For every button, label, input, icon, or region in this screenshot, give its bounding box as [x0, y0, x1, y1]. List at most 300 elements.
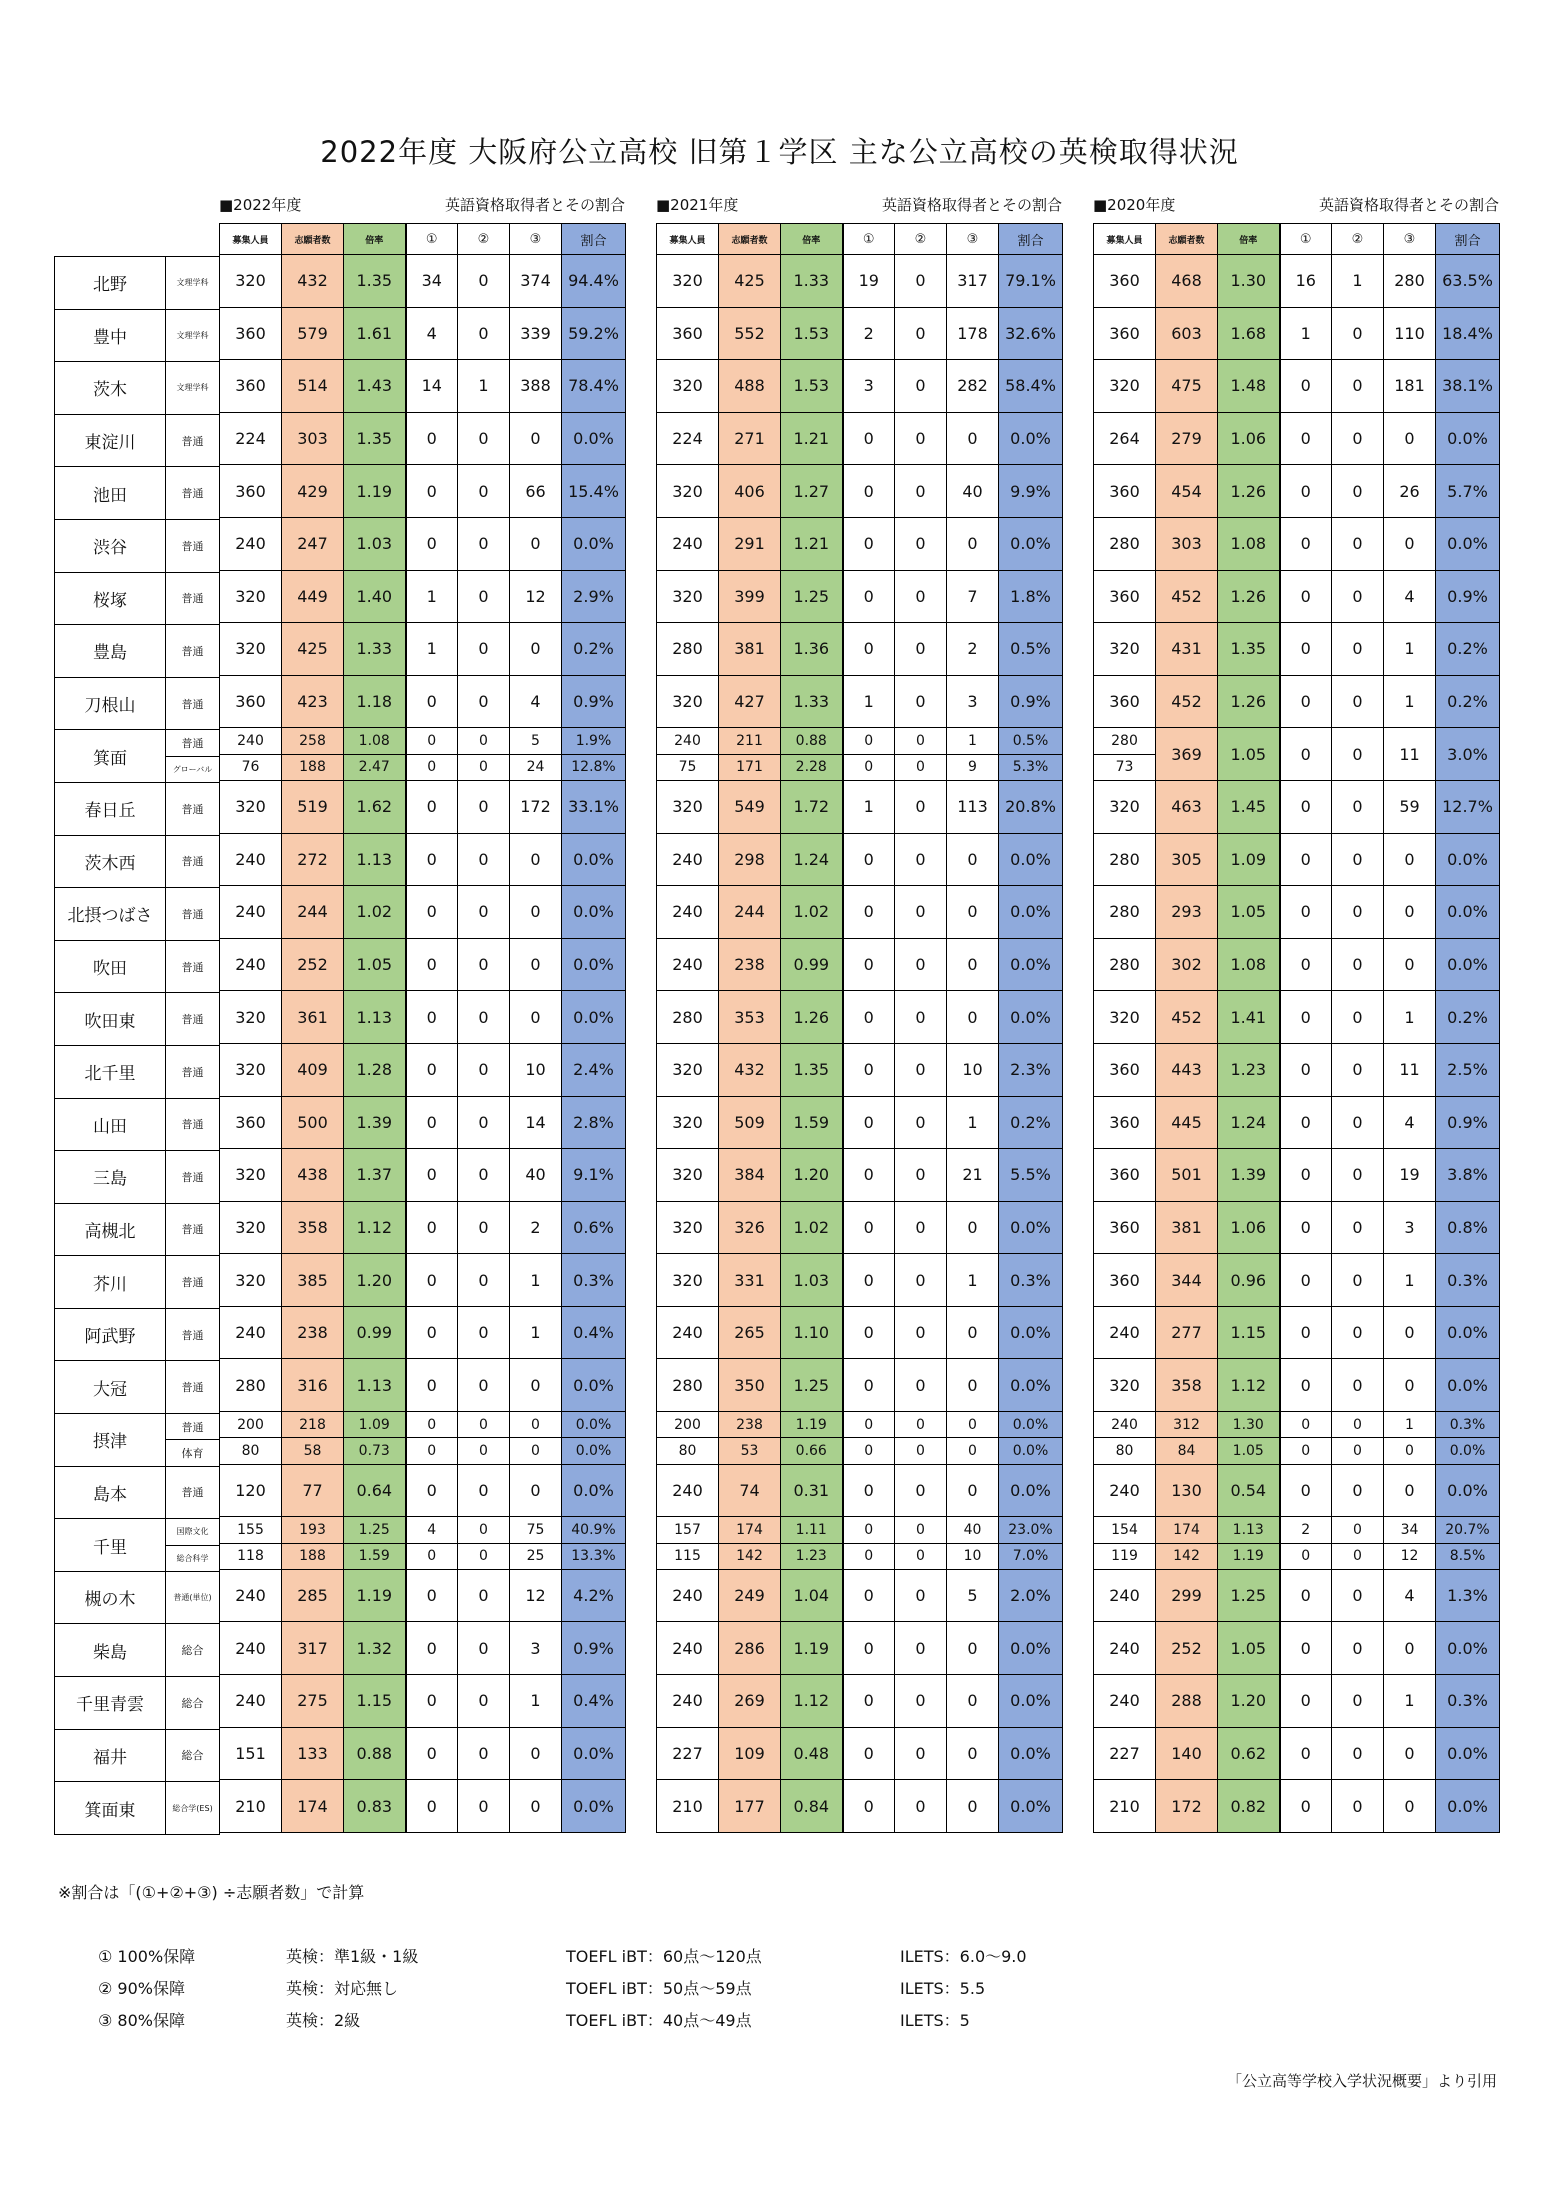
- c1-cell: 0: [1280, 1727, 1332, 1780]
- applicants-cell: 53: [719, 1438, 781, 1464]
- c2-cell: 0: [458, 1675, 510, 1728]
- c2-cell: 0: [895, 1727, 947, 1780]
- applicants-cell: 603: [1156, 307, 1218, 360]
- applicants-cell: 452: [1156, 675, 1218, 728]
- recruit-cell: 75: [657, 754, 719, 780]
- c3-cell: 3: [510, 1622, 562, 1675]
- school-name: 北摂つばさ: [55, 888, 166, 941]
- c2-cell: 0: [1332, 1096, 1384, 1149]
- recruit-cell: 240: [1094, 1306, 1156, 1359]
- c2-cell: 0: [895, 255, 947, 308]
- ratio-cell: 1.33: [781, 255, 843, 308]
- applicants-cell: 331: [719, 1254, 781, 1307]
- legend-row: [98, 2008, 1198, 2040]
- recruit-cell: 320: [220, 255, 282, 308]
- legend-guarantee: ③ 80%保障: [98, 2011, 185, 2030]
- ratio-cell: 1.39: [344, 1096, 406, 1149]
- data-row: [220, 1727, 626, 1780]
- c3-cell: 1: [510, 1675, 562, 1728]
- c3-cell: 0: [510, 1727, 562, 1780]
- pct-cell: 0.0%: [1436, 833, 1500, 886]
- c2-cell: 0: [895, 1149, 947, 1202]
- course-type: 普通: [166, 1151, 220, 1204]
- c3-cell: 75: [510, 1517, 562, 1543]
- course-type: 普通: [166, 677, 220, 730]
- data-row: [220, 517, 626, 570]
- c3-cell: 12: [510, 1569, 562, 1622]
- recruit-cell: 240: [657, 1569, 719, 1622]
- data-row: [1094, 1096, 1500, 1149]
- applicants-cell: 247: [282, 517, 344, 570]
- applicants-cell: 252: [1156, 1622, 1218, 1675]
- applicants-cell: 409: [282, 1043, 344, 1096]
- c3-cell: 0: [510, 623, 562, 676]
- applicants-cell: 252: [282, 938, 344, 991]
- c1-cell: 0: [843, 1622, 895, 1675]
- pct-cell: 5.7%: [1436, 465, 1500, 518]
- legend-toefl: TOEFL iBT：50点～59点: [566, 1979, 752, 1998]
- recruit-cell: 360: [1094, 307, 1156, 360]
- c3-cell: 0: [1384, 1727, 1436, 1780]
- data-row: [1094, 1780, 1500, 1833]
- c1-cell: 0: [1280, 1780, 1332, 1833]
- applicants-cell: 177: [719, 1780, 781, 1833]
- pct-cell: 0.9%: [562, 675, 626, 728]
- school-row: [55, 782, 220, 835]
- pct-cell: 0.0%: [562, 938, 626, 991]
- pct-cell: 18.4%: [1436, 307, 1500, 360]
- data-row: [220, 623, 626, 676]
- c3-cell: 10: [947, 1043, 999, 1096]
- recruit-cell: 320: [220, 570, 282, 623]
- recruit-cell: 240: [657, 1675, 719, 1728]
- school-row: [55, 1414, 220, 1440]
- applicants-cell: 258: [282, 728, 344, 754]
- c2-cell: 0: [458, 255, 510, 308]
- ratio-cell: 1.12: [1218, 1359, 1280, 1412]
- data-row: [657, 360, 1063, 413]
- recruit-cell: 155: [220, 1517, 282, 1543]
- school-name: 東淀川: [55, 414, 166, 467]
- header-ratio: 倍率: [344, 224, 406, 255]
- pct-cell: 0.0%: [562, 886, 626, 939]
- c2-cell: 0: [895, 1096, 947, 1149]
- school-row: [55, 1361, 220, 1414]
- c3-cell: 374: [510, 255, 562, 308]
- c3-cell: 14: [510, 1096, 562, 1149]
- data-row: [1094, 1043, 1500, 1096]
- recruit-cell: 210: [220, 1780, 282, 1833]
- ratio-cell: 1.25: [781, 1359, 843, 1412]
- applicants-cell: 452: [1156, 570, 1218, 623]
- legend-toefl: TOEFL iBT：40点～49点: [566, 2011, 752, 2030]
- pct-cell: 12.7%: [1436, 780, 1500, 833]
- applicants-cell: 171: [719, 754, 781, 780]
- school-name: 春日丘: [55, 782, 166, 835]
- ratio-cell: 1.45: [1218, 780, 1280, 833]
- data-row: [657, 1464, 1063, 1517]
- c3-cell: 282: [947, 360, 999, 413]
- pct-cell: 0.0%: [999, 938, 1063, 991]
- c1-cell: 0: [1280, 360, 1332, 413]
- c2-cell: 0: [895, 1306, 947, 1359]
- c2-cell: 0: [895, 886, 947, 939]
- data-row: [1094, 1254, 1500, 1307]
- pct-cell: 78.4%: [562, 360, 626, 413]
- c1-cell: 0: [1280, 991, 1332, 1044]
- recruit-cell: 240: [220, 728, 282, 754]
- c1-cell: 0: [843, 1569, 895, 1622]
- recruit-cell: 320: [220, 1149, 282, 1202]
- c1-cell: 0: [1280, 675, 1332, 728]
- recruit-cell: 320: [657, 1201, 719, 1254]
- ratio-cell: 1.32: [344, 1622, 406, 1675]
- data-row: [657, 255, 1063, 308]
- c3-cell: 0: [510, 938, 562, 991]
- applicants-cell: 425: [719, 255, 781, 308]
- ratio-cell: 1.08: [1218, 517, 1280, 570]
- recruit-cell: 240: [657, 833, 719, 886]
- applicants-cell: 358: [1156, 1359, 1218, 1412]
- data-row: [220, 1306, 626, 1359]
- course-type: 総合: [166, 1624, 220, 1677]
- c1-cell: 2: [1280, 1517, 1332, 1543]
- ratio-cell: 1.25: [1218, 1569, 1280, 1622]
- applicants-cell: 74: [719, 1464, 781, 1517]
- header-ratio: 倍率: [781, 224, 843, 255]
- data-row: [657, 1306, 1063, 1359]
- course-type: 普通: [166, 1045, 220, 1098]
- c3-cell: 0: [947, 1727, 999, 1780]
- data-row: [220, 1517, 626, 1543]
- c3-cell: 11: [1384, 1043, 1436, 1096]
- recruit-cell: 360: [1094, 1096, 1156, 1149]
- c3-cell: 4: [1384, 1096, 1436, 1149]
- c1-cell: 0: [406, 1043, 458, 1096]
- c3-cell: 24: [510, 754, 562, 780]
- applicants-cell: 277: [1156, 1306, 1218, 1359]
- c2-cell: 0: [1332, 1780, 1384, 1833]
- applicants-cell: 238: [719, 938, 781, 991]
- school-name-table: [54, 256, 220, 1835]
- recruit-cell: 280: [220, 1359, 282, 1412]
- ratio-cell: 1.59: [344, 1543, 406, 1569]
- course-type: 普通(単位): [166, 1571, 220, 1624]
- c3-cell: 10: [947, 1543, 999, 1569]
- c1-cell: 0: [406, 1543, 458, 1569]
- ratio-cell: 1.21: [781, 412, 843, 465]
- ratio-cell: 1.35: [781, 1043, 843, 1096]
- c2-cell: 0: [1332, 1517, 1384, 1543]
- c1-cell: 0: [1280, 1149, 1332, 1202]
- ratio-cell: 1.19: [344, 465, 406, 518]
- data-row: [657, 1438, 1063, 1464]
- header-pct: 割合: [999, 224, 1063, 255]
- c1-cell: 0: [1280, 938, 1332, 991]
- ratio-cell: 1.39: [1218, 1149, 1280, 1202]
- school-name: 阿武野: [55, 1308, 166, 1361]
- ratio-cell: 0.73: [344, 1438, 406, 1464]
- ratio-cell: 1.24: [781, 833, 843, 886]
- school-name: 島本: [55, 1466, 166, 1519]
- ratio-cell: 1.41: [1218, 991, 1280, 1044]
- c1-cell: 0: [406, 1412, 458, 1438]
- data-row: [657, 412, 1063, 465]
- pct-cell: 0.0%: [999, 833, 1063, 886]
- applicants-cell: 468: [1156, 255, 1218, 308]
- data-row: [657, 1569, 1063, 1622]
- data-row: [220, 1675, 626, 1728]
- c2-cell: 1: [458, 360, 510, 413]
- c2-cell: 0: [895, 1438, 947, 1464]
- c1-cell: 19: [843, 255, 895, 308]
- c1-cell: 0: [843, 1306, 895, 1359]
- pct-cell: 0.0%: [999, 1780, 1063, 1833]
- applicants-cell: 353: [719, 991, 781, 1044]
- c3-cell: 1: [1384, 1412, 1436, 1438]
- data-row: [1094, 1622, 1500, 1675]
- ratio-cell: 1.23: [781, 1543, 843, 1569]
- c2-cell: 0: [895, 728, 947, 754]
- applicants-cell: 174: [719, 1517, 781, 1543]
- header-c2: ②: [895, 224, 947, 255]
- c3-cell: 7: [947, 570, 999, 623]
- header-row: [657, 224, 1063, 255]
- applicants-cell: 272: [282, 833, 344, 886]
- recruit-cell: 320: [657, 360, 719, 413]
- applicants-cell: 58: [282, 1438, 344, 1464]
- school-row: [55, 1098, 220, 1151]
- legend-ielts: ILETS：5.5: [900, 1979, 986, 1998]
- recruit-cell: 320: [657, 1149, 719, 1202]
- applicants-cell: 238: [719, 1412, 781, 1438]
- c3-cell: 1: [1384, 675, 1436, 728]
- recruit-cell: 320: [1094, 623, 1156, 676]
- applicants-cell: 432: [719, 1043, 781, 1096]
- c2-cell: 0: [458, 675, 510, 728]
- ratio-cell: 1.05: [1218, 1622, 1280, 1675]
- ratio-cell: 1.19: [1218, 1543, 1280, 1569]
- course-type: 普通: [166, 940, 220, 993]
- applicants-cell: 385: [282, 1254, 344, 1307]
- ratio-cell: 2.28: [781, 754, 843, 780]
- c3-cell: 0: [510, 1359, 562, 1412]
- c3-cell: 2: [947, 623, 999, 676]
- c2-cell: 0: [895, 1359, 947, 1412]
- c1-cell: 14: [406, 360, 458, 413]
- c2-cell: 0: [1332, 886, 1384, 939]
- data-row: [1094, 833, 1500, 886]
- school-row: [55, 993, 220, 1046]
- c1-cell: 0: [1280, 465, 1332, 518]
- c2-cell: 0: [895, 938, 947, 991]
- data-row: [657, 1359, 1063, 1412]
- c2-cell: 0: [895, 1201, 947, 1254]
- c1-cell: 0: [843, 1727, 895, 1780]
- recruit-cell: 360: [220, 307, 282, 360]
- data-row: [1094, 886, 1500, 939]
- c2-cell: 0: [458, 833, 510, 886]
- pct-cell: 12.8%: [562, 754, 626, 780]
- applicants-cell: 427: [719, 675, 781, 728]
- pct-cell: 2.0%: [999, 1569, 1063, 1622]
- legend-eiken: 英検：対応無し: [286, 1979, 399, 1998]
- c1-cell: 0: [1280, 833, 1332, 886]
- school-row: [55, 1466, 220, 1519]
- recruit-cell: 200: [657, 1412, 719, 1438]
- header-recruit: 募集人員: [220, 224, 282, 255]
- c1-cell: 3: [843, 360, 895, 413]
- recruit-cell: 280: [1094, 517, 1156, 570]
- c1-cell: 0: [406, 1727, 458, 1780]
- header-applicants: 志願者数: [1156, 224, 1218, 255]
- c3-cell: 0: [947, 1675, 999, 1728]
- applicants-cell: 326: [719, 1201, 781, 1254]
- pct-cell: 33.1%: [562, 780, 626, 833]
- c1-cell: 0: [843, 728, 895, 754]
- c2-cell: 0: [1332, 412, 1384, 465]
- c3-cell: 66: [510, 465, 562, 518]
- ratio-cell: 1.48: [1218, 360, 1280, 413]
- recruit-cell: 240: [1094, 1569, 1156, 1622]
- c3-cell: 0: [510, 1780, 562, 1833]
- school-name: 大冠: [55, 1361, 166, 1414]
- c2-cell: 0: [895, 675, 947, 728]
- school-name: 北野: [55, 257, 166, 310]
- header-pct: 割合: [1436, 224, 1500, 255]
- c3-cell: 12: [1384, 1543, 1436, 1569]
- data-row: [1094, 570, 1500, 623]
- data-row: [657, 570, 1063, 623]
- pct-cell: 59.2%: [562, 307, 626, 360]
- pct-cell: 0.0%: [999, 1201, 1063, 1254]
- pct-cell: 0.0%: [1436, 1464, 1500, 1517]
- c2-cell: 0: [895, 517, 947, 570]
- c3-cell: 280: [1384, 255, 1436, 308]
- school-row: [55, 519, 220, 572]
- course-type: 普通: [166, 993, 220, 1046]
- pct-cell: 13.3%: [562, 1543, 626, 1569]
- ratio-cell: 1.72: [781, 780, 843, 833]
- c3-cell: 2: [510, 1201, 562, 1254]
- c2-cell: 0: [895, 570, 947, 623]
- ratio-cell: 1.04: [781, 1569, 843, 1622]
- c1-cell: 0: [1280, 1438, 1332, 1464]
- ratio-cell: 1.13: [344, 1359, 406, 1412]
- data-row: [220, 1096, 626, 1149]
- applicants-cell: 350: [719, 1359, 781, 1412]
- c3-cell: 0: [947, 1464, 999, 1517]
- ratio-cell: 1.05: [1218, 728, 1280, 781]
- header-c1: ①: [1280, 224, 1332, 255]
- header-c1: ①: [406, 224, 458, 255]
- ratio-cell: 1.30: [1218, 255, 1280, 308]
- ratio-cell: 1.61: [344, 307, 406, 360]
- applicants-cell: 299: [1156, 1569, 1218, 1622]
- pct-cell: 0.0%: [1436, 1622, 1500, 1675]
- applicants-cell: 549: [719, 780, 781, 833]
- applicants-cell: 84: [1156, 1438, 1218, 1464]
- ratio-cell: 1.30: [1218, 1412, 1280, 1438]
- data-row: [1094, 465, 1500, 518]
- section-description: 英語資格取得者とその割合: [881, 196, 1062, 214]
- ratio-cell: 1.40: [344, 570, 406, 623]
- recruit-cell: 320: [657, 570, 719, 623]
- c3-cell: 339: [510, 307, 562, 360]
- applicants-cell: 265: [719, 1306, 781, 1359]
- c3-cell: 0: [510, 1464, 562, 1517]
- c3-cell: 19: [1384, 1149, 1436, 1202]
- school-row: [55, 1151, 220, 1204]
- header-ratio: 倍率: [1218, 224, 1280, 255]
- recruit-cell: 360: [1094, 1043, 1156, 1096]
- pct-cell: 0.0%: [999, 412, 1063, 465]
- applicants-cell: 305: [1156, 833, 1218, 886]
- pct-cell: 0.0%: [1436, 412, 1500, 465]
- data-row: [1094, 1201, 1500, 1254]
- ratio-cell: 0.99: [344, 1306, 406, 1359]
- c1-cell: 0: [843, 1149, 895, 1202]
- ratio-cell: 1.11: [781, 1517, 843, 1543]
- c2-cell: 0: [458, 1096, 510, 1149]
- c3-cell: 0: [1384, 1438, 1436, 1464]
- c3-cell: 0: [1384, 412, 1436, 465]
- header-c3: ③: [510, 224, 562, 255]
- pct-cell: 0.2%: [562, 623, 626, 676]
- school-name: 刀根山: [55, 677, 166, 730]
- recruit-cell: 320: [657, 465, 719, 518]
- ratio-cell: 1.06: [1218, 1201, 1280, 1254]
- recruit-cell: 360: [1094, 465, 1156, 518]
- c1-cell: 4: [406, 1517, 458, 1543]
- pct-cell: 9.1%: [562, 1149, 626, 1202]
- pct-cell: 0.0%: [562, 517, 626, 570]
- recruit-cell: 320: [220, 1201, 282, 1254]
- recruit-cell: 240: [1094, 1675, 1156, 1728]
- c2-cell: 0: [895, 833, 947, 886]
- c1-cell: 0: [406, 1780, 458, 1833]
- ratio-cell: 1.02: [781, 1201, 843, 1254]
- pct-cell: 0.5%: [999, 728, 1063, 754]
- pct-cell: 0.0%: [999, 1359, 1063, 1412]
- ratio-cell: 1.33: [781, 675, 843, 728]
- recruit-cell: 320: [657, 255, 719, 308]
- data-row: [1094, 1727, 1500, 1780]
- ratio-cell: 1.25: [781, 570, 843, 623]
- pct-cell: 58.4%: [999, 360, 1063, 413]
- applicants-cell: 142: [1156, 1543, 1218, 1569]
- data-row: [657, 833, 1063, 886]
- c2-cell: 0: [895, 991, 947, 1044]
- pct-cell: 0.2%: [1436, 623, 1500, 676]
- c1-cell: 0: [406, 780, 458, 833]
- c3-cell: 40: [510, 1149, 562, 1202]
- school-name: 千里: [55, 1519, 166, 1572]
- data-row: [220, 833, 626, 886]
- c1-cell: 0: [843, 412, 895, 465]
- legend-eiken: 英検：準1級・1級: [286, 1947, 419, 1966]
- school-row: [55, 309, 220, 362]
- recruit-cell: 240: [657, 1622, 719, 1675]
- pct-cell: 0.9%: [562, 1622, 626, 1675]
- c3-cell: 1: [1384, 1675, 1436, 1728]
- c2-cell: 0: [458, 1438, 510, 1464]
- ratio-cell: 1.20: [781, 1149, 843, 1202]
- data-row: [657, 780, 1063, 833]
- c2-cell: 0: [458, 1359, 510, 1412]
- c2-cell: 0: [1332, 1438, 1384, 1464]
- c1-cell: 0: [843, 1543, 895, 1569]
